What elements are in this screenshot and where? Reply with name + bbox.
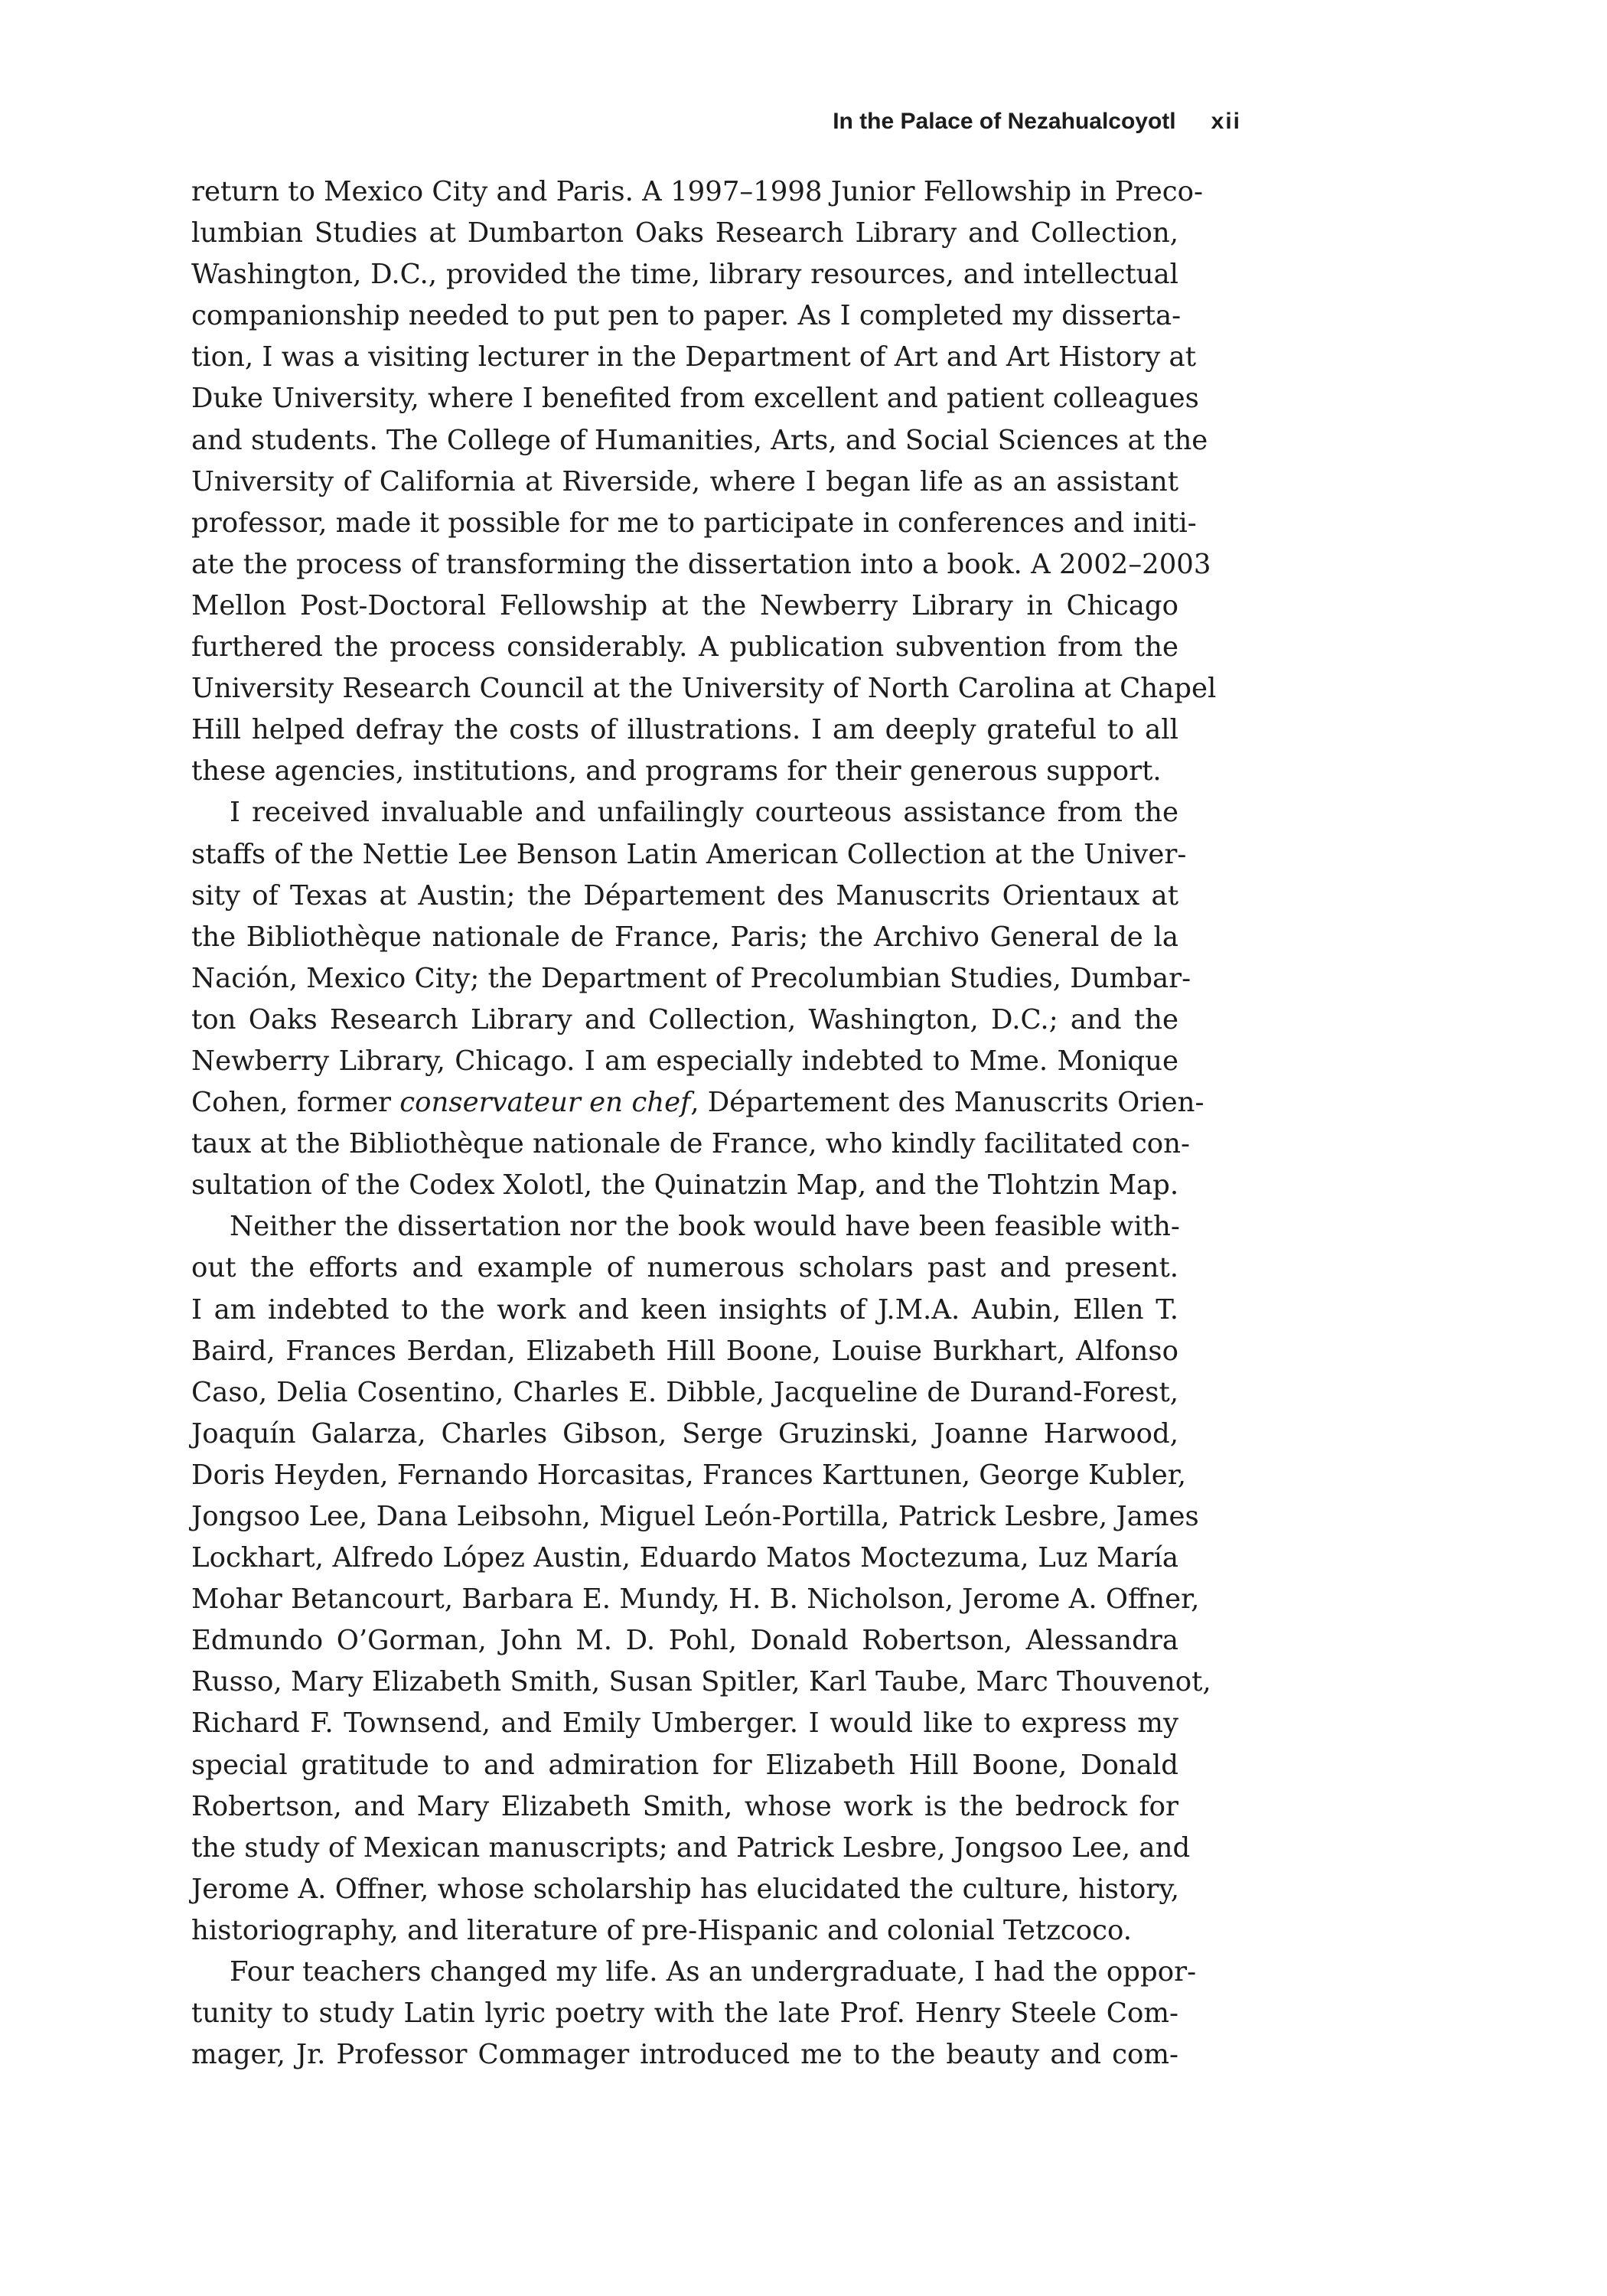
text-line: University Research Council at the University of North Carolina at Chapel <box>191 673 1217 705</box>
text-line: historiography, and literature of pre-Hispanic and colonial Tetzcoco. <box>191 1914 1133 1946</box>
text-line: mager, Jr. Professor Commager introduced me to the beauty and com- <box>191 2039 1178 2071</box>
text-line: Doris Heyden, Fernando Horcasitas, Frances Karttunen, George Kubler, <box>191 1459 1187 1491</box>
text-line: ate the process of transforming the dissertation into a book. A 2002–2003 <box>191 548 1211 580</box>
text-line: Jongsoo Lee, Dana Leibsohn, Miguel León-Portilla, Patrick Lesbre, James <box>191 1501 1199 1532</box>
text-line: Nación, Mexico City; the Department of Precolumbian Studies, Dumbar- <box>191 962 1191 994</box>
text-line: the study of Mexican manuscripts; and Patrick Lesbre, Jongsoo Lee, and <box>191 1831 1191 1864</box>
text-line: special gratitude to and admiration for Elizabeth Hill Boone, Donald <box>191 1749 1178 1781</box>
paragraph <box>191 792 1204 1206</box>
running-head <box>191 109 1241 135</box>
text-line: Hill helped defray the costs of illustrations. I am deeply grateful to all <box>191 714 1178 746</box>
running-title: In the Palace of Nezahualcoyotl <box>833 109 1176 134</box>
text-line: Baird, Frances Berdan, Elizabeth Hill Boone, Louise Burkhart, Alfonso <box>191 1335 1178 1367</box>
text-line: Newberry Library, Chicago. I am especially indebted to Mme. Monique <box>191 1045 1178 1077</box>
text-line: Neither the dissertation nor the book would have been feasible with- <box>230 1211 1180 1243</box>
text-line: Four teachers changed my life. As an undergraduate, I had the oppor- <box>230 1956 1197 1988</box>
text-line: tunity to study Latin lyric poetry with the late Prof. Henry Steele Com- <box>191 1998 1178 2030</box>
body-text <box>191 171 1217 2076</box>
text-line: Edmundo O’Gorman, John M. D. Pohl, Donald Robertson, Alessandra <box>191 1625 1178 1657</box>
text-line: Caso, Delia Cosentino, Charles E. Dibble, Jacqueline de Durand-Forest, <box>191 1376 1178 1408</box>
text-line: Mellon Post-Doctoral Fellowship at the Newberry Library in Chicago <box>191 589 1178 621</box>
text-line: return to Mexico City and Paris. A 1997–1998 Junior Fellowship in Preco- <box>191 176 1203 207</box>
text-line: University of California at Riverside, where I began life as an assistant <box>191 465 1178 497</box>
text-line: Cohen, former conservateur en chef, Département des Manuscrits Orien- <box>191 1087 1204 1119</box>
paragraph <box>191 171 1217 792</box>
text-line: Russo, Mary Elizabeth Smith, Susan Spitler, Karl Taube, Marc Thouvenot, <box>191 1666 1211 1698</box>
text-line: Mohar Betancourt, Barbara E. Mundy, H. B. Nicholson, Jerome A. Offner, <box>191 1583 1200 1616</box>
text-line: tion, I was a visiting lecturer in the Department of Art and Art History at <box>191 341 1196 373</box>
text-line: sultation of the Codex Xolotl, the Quinatzin Map, and the Tlohtzin Map. <box>191 1169 1179 1202</box>
text-line: out the efforts and example of numerous scholars past and present. <box>191 1252 1178 1284</box>
text-line: Lockhart, Alfredo López Austin, Eduardo Matos Moctezuma, Luz María <box>191 1542 1178 1574</box>
text-line: Jerome A. Offner, whose scholarship has elucidated the culture, history, <box>191 1873 1180 1905</box>
text-line: these agencies, institutions, and programs for their generous support. <box>191 755 1162 788</box>
text-line: taux at the Bibliothèque nationale de France, who kindly facilitated con- <box>191 1128 1190 1160</box>
text-line: furthered the process considerably. A publication subvention from the <box>191 631 1178 664</box>
text-line: lumbian Studies at Dumbarton Oaks Research Library and Collection, <box>191 217 1178 249</box>
text-line: I am indebted to the work and keen insights of J.M.A. Aubin, Ellen T. <box>191 1293 1178 1326</box>
text-line: professor, made it possible for me to participate in conferences and initi- <box>191 507 1197 539</box>
paragraph <box>191 1206 1211 1952</box>
text-line: Joaquín Galarza, Charles Gibson, Serge Gruzinski, Joanne Harwood, <box>191 1417 1178 1450</box>
text-line: staffs of the Nettie Lee Benson Latin American Collection at the Univer- <box>191 838 1187 870</box>
text-line: and students. The College of Humanities, Arts, and Social Sciences at the <box>191 424 1208 456</box>
text-line: Washington, D.C., provided the time, library resources, and intellectual <box>191 259 1178 291</box>
text-line: the Bibliothèque nationale de France, Paris; the Archivo General de la <box>191 921 1178 953</box>
text-line: companionship needed to put pen to paper. As I completed my disserta- <box>191 300 1182 332</box>
text-line: Duke University, where I benefited from excellent and patient colleagues <box>191 383 1199 415</box>
text-line: sity of Texas at Austin; the Département des Manuscrits Orientaux at <box>191 879 1178 912</box>
text-line: Robertson, and Mary Elizabeth Smith, whose work is the bedrock for <box>191 1790 1178 1822</box>
text-line: ton Oaks Research Library and Collection, Washington, D.C.; and the <box>191 1003 1178 1035</box>
italic-phrase: conservateur en chef <box>399 1087 691 1119</box>
paragraph <box>191 1952 1197 2076</box>
page-number: xii <box>1211 109 1241 134</box>
text-line: I received invaluable and unfailingly courteous assistance from the <box>230 797 1178 829</box>
text-line: Richard F. Townsend, and Emily Umberger. I would like to express my <box>191 1707 1178 1740</box>
